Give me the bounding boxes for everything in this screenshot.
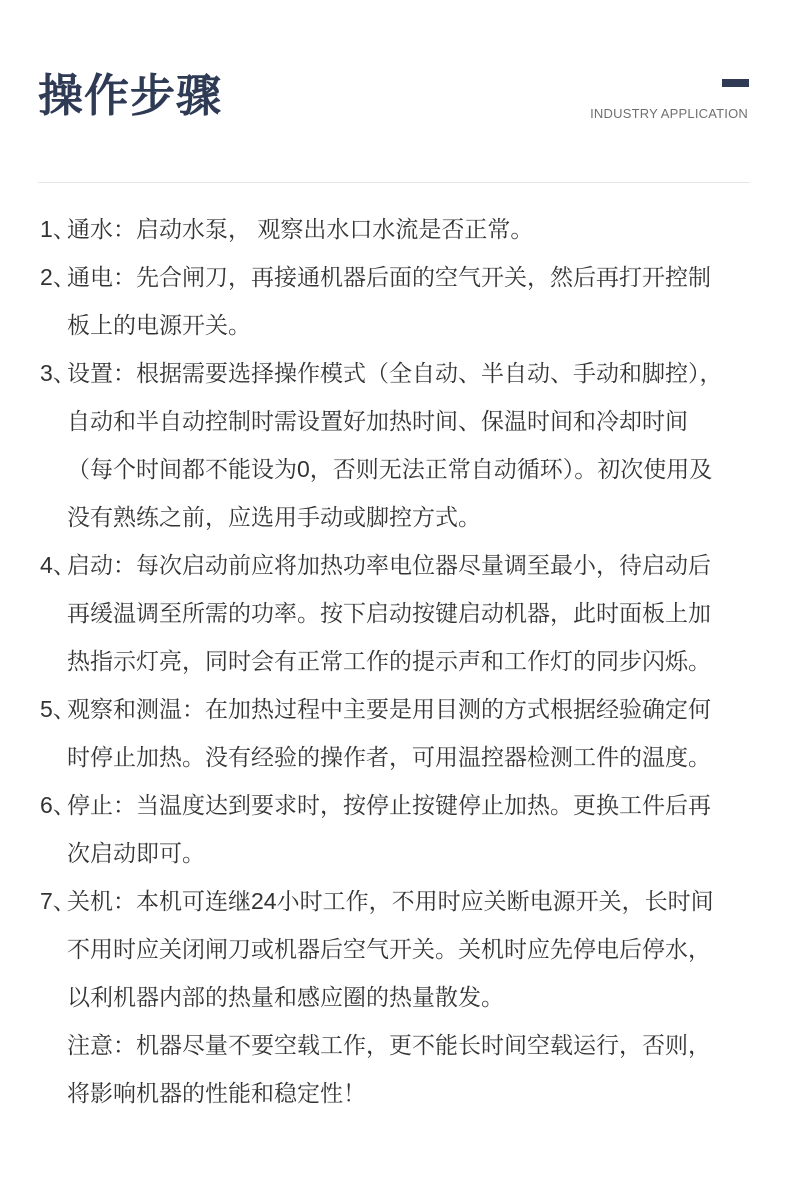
step-text: 停止：当温度达到要求时，按停止按键停止加热。更换工件后再: [67, 792, 711, 818]
step-number: 1、: [40, 216, 76, 242]
step-text: 关机：本机可连继24小时工作，不用时应关断电源开关，长时间: [67, 888, 714, 914]
step-number: 3、: [40, 360, 76, 386]
step-line: [40, 301, 754, 349]
step-line: [40, 1069, 754, 1117]
step-text: 不用时应关闭闸刀或机器后空气开关。关机时应先停电后停水，: [67, 936, 711, 962]
step-line: [40, 589, 754, 637]
step-text: （每个时间都不能设为0，否则无法正常自动循环）。初次使用及: [67, 456, 713, 482]
step-number: 7、: [40, 888, 76, 914]
industry-application-label: INDUSTRY APPLICATION: [590, 106, 748, 121]
step-text: 次启动即可。: [67, 840, 205, 866]
step-text: 启动：每次启动前应将加热功率电位器尽量调至最小，待启动后: [67, 552, 711, 578]
step-line: [40, 1021, 754, 1069]
step-line: [40, 877, 754, 925]
step-line: [40, 781, 754, 829]
step-text: 热指示灯亮，同时会有正常工作的提示声和工作灯的同步闪烁。: [67, 648, 711, 674]
step-line: [40, 253, 754, 301]
step-line: [40, 397, 754, 445]
step-number: 2、: [40, 264, 76, 290]
step-text: 以利机器内部的热量和感应圈的热量散发。: [67, 984, 504, 1010]
step-line: [40, 349, 754, 397]
step-number: 5、: [40, 696, 76, 722]
step-number: 6、: [40, 792, 76, 818]
step-line: [40, 205, 754, 253]
step-number: 4、: [40, 552, 76, 578]
step-line: [40, 685, 754, 733]
step-line: [40, 541, 754, 589]
steps-list: [40, 205, 754, 1117]
step-text: 观察和测温：在加热过程中主要是用目测的方式根据经验确定何: [67, 696, 711, 722]
step-text: 自动和半自动控制时需设置好加热时间、保温时间和冷却时间: [67, 408, 688, 434]
step-text: 通电：先合闸刀，再接通机器后面的空气开关，然后再打开控制: [67, 264, 711, 290]
step-text: 时停止加热。没有经验的操作者，可用温控器检测工件的温度。: [67, 744, 711, 770]
step-line: [40, 637, 754, 685]
step-line: [40, 829, 754, 877]
step-line: [40, 445, 754, 493]
step-text: 通水：启动水泵， 观察出水口水流是否正常。: [67, 216, 534, 242]
step-text: 再缓温调至所需的功率。按下启动按键启动机器，此时面板上加: [67, 600, 711, 626]
step-line: [40, 973, 754, 1021]
step-text: 将影响机器的性能和稳定性！: [67, 1080, 366, 1106]
step-line: [40, 733, 754, 781]
step-text: 没有熟练之前，应选用手动或脚控方式。: [67, 504, 481, 530]
header-divider: [38, 182, 750, 183]
step-line: [40, 493, 754, 541]
step-text: 板上的电源开关。: [67, 312, 251, 338]
step-text: 注意：机器尽量不要空载工作，更不能长时间空载运行，否则，: [67, 1032, 711, 1058]
step-line: [40, 925, 754, 973]
page-title: 操作步骤: [38, 70, 223, 121]
step-text: 设置：根据需要选择操作模式（全自动、半自动、手动和脚控），: [67, 360, 723, 386]
accent-dash-icon: [722, 79, 749, 87]
